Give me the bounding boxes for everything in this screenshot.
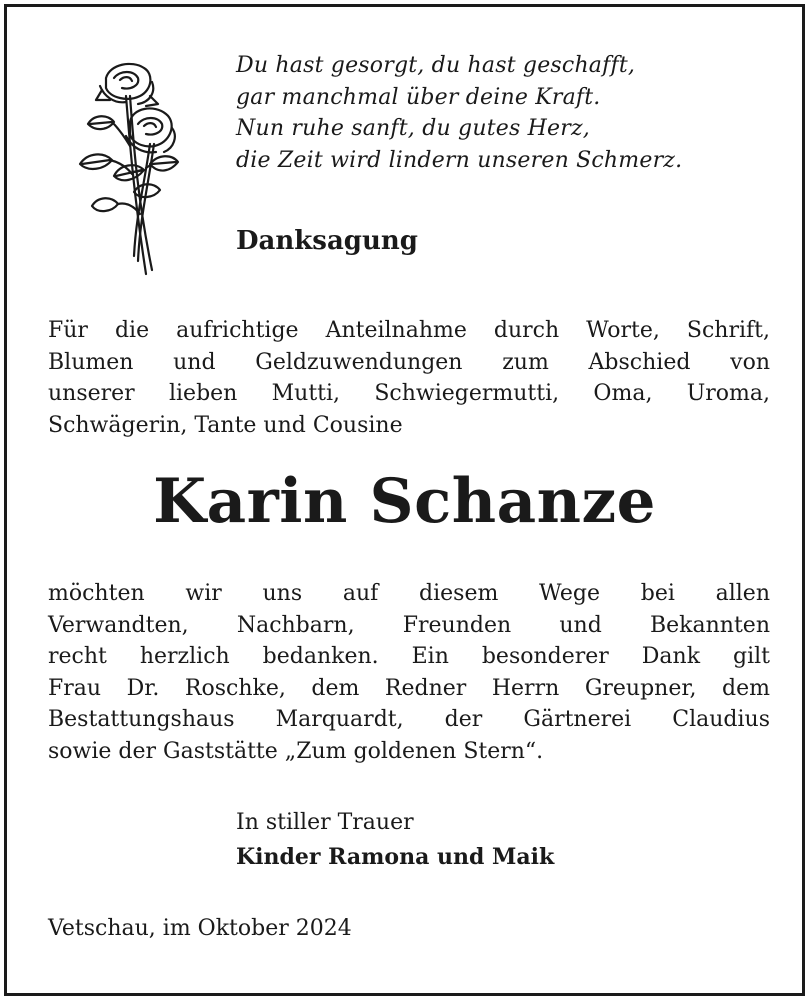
- rose-icon: [74, 56, 184, 280]
- thanks-line: Verwandten, Nachbarn, Freunden und Bekannten: [48, 612, 770, 638]
- poem: [236, 50, 796, 176]
- mourning-block: [236, 806, 554, 874]
- intro-line: Für die aufrichtige Anteilnahme durch Worte, Schrift,: [48, 318, 770, 343]
- thanks-line: möchten wir uns auf diesem Wege bei allen: [48, 581, 770, 606]
- thanks-line: sowie der Gaststätte „Zum goldenen Stern“.: [48, 738, 544, 764]
- notice-heading: Danksagung: [236, 226, 418, 256]
- signers: Kinder Ramona und Maik: [236, 844, 555, 870]
- mourning-label: In stiller Trauer: [236, 810, 414, 835]
- thanks-line: recht herzlich bedanken. Ein besonderer Dank gilt: [48, 644, 770, 669]
- deceased-name: Karin Schanze: [153, 466, 656, 537]
- intro-line: Schwägerin, Tante und Cousine: [48, 412, 403, 438]
- thanks-paragraph: [48, 578, 770, 767]
- thanks-line: Frau Dr. Roschke, dem Redner Herrn Greupner, dem: [48, 675, 770, 701]
- intro-line: Blumen und Geldzuwendungen zum Abschied von: [48, 349, 770, 375]
- poem-line: Du hast gesorgt, du hast geschafft,: [236, 53, 636, 78]
- poem-line: die Zeit wird lindern unseren Schmerz.: [236, 147, 683, 173]
- poem-line: Nun ruhe sanft, du gutes Herz,: [236, 116, 590, 141]
- poem-line: gar manchmal über deine Kraft.: [236, 84, 601, 110]
- place-date: Vetschau, im Oktober 2024: [48, 916, 352, 941]
- intro-paragraph: [48, 315, 770, 441]
- thanks-line: Bestattungshaus Marquardt, der Gärtnerei Claudius: [48, 707, 770, 732]
- intro-line: unserer lieben Mutti, Schwiegermutti, Oma, Uroma,: [48, 381, 770, 406]
